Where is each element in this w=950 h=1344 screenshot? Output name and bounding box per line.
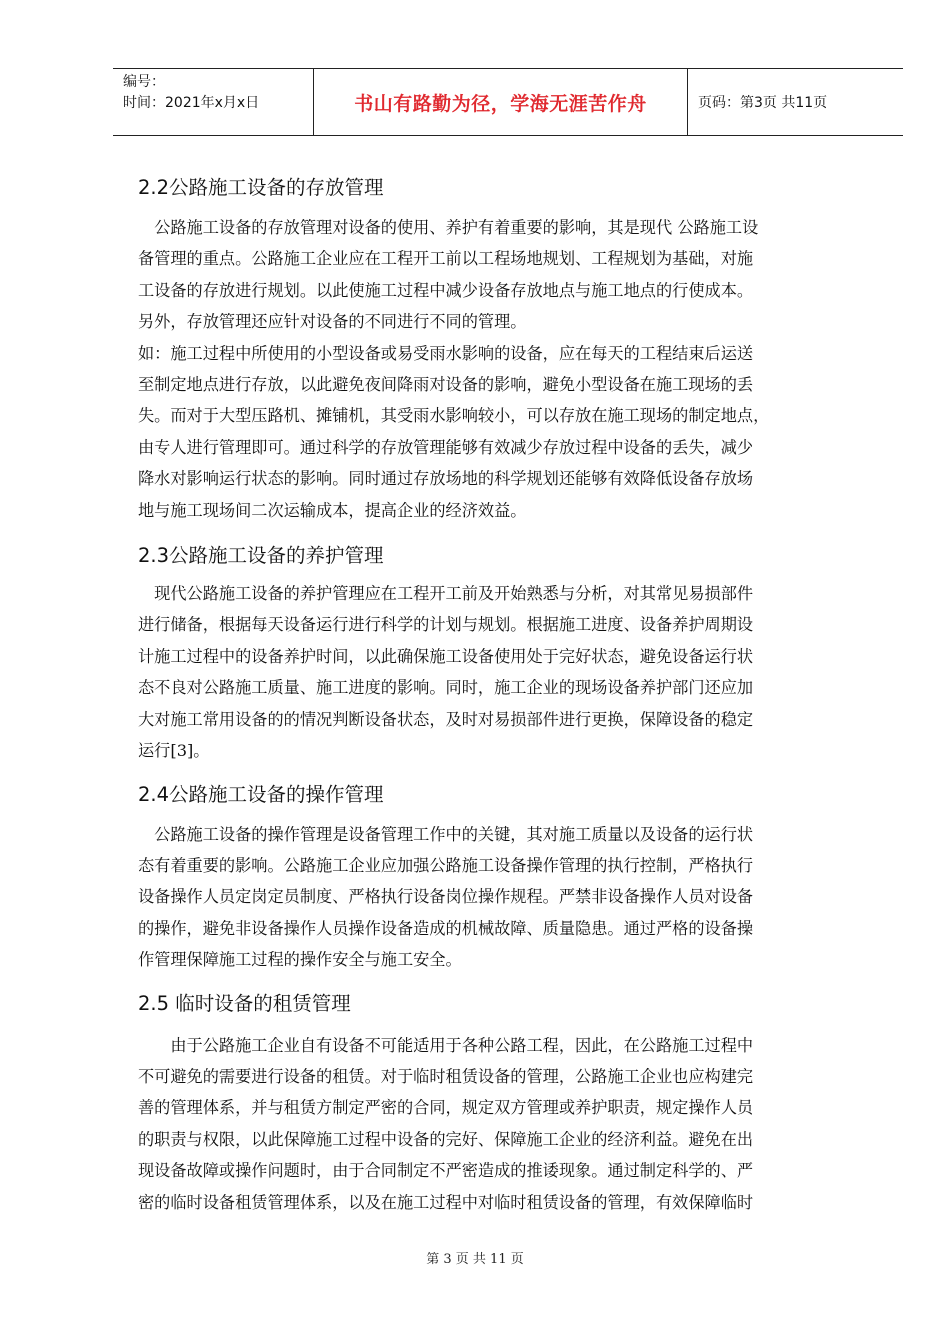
section-paragraph xyxy=(138,819,884,976)
header-code: 编号： xyxy=(123,74,165,90)
document-body xyxy=(138,168,884,1218)
text-line: 至制定地点进行存放，以此避免夜间降雨对设备的影响，避免小型设备在施工现场的丢 xyxy=(138,375,754,395)
text-line: 如：施工过程中所使用的小型设备或易受雨水影响的设备，应在每天的工程结束后运送 xyxy=(138,343,754,363)
header-motto: 书山有路勤为径，学海无涯苦作舟 xyxy=(314,69,688,135)
section-heading: 2.2公路施工设备的存放管理 xyxy=(138,176,384,199)
text-line: 公路施工设备的存放管理对设备的使用、养护有着重要的影响，其是现代 公路施工设 xyxy=(138,218,759,237)
header-meta xyxy=(113,69,314,135)
page-header xyxy=(113,68,903,136)
text-line: 态有着重要的影响。公路施工企业应加强公路施工设备操作管理的执行控制，严格执行 xyxy=(138,855,754,875)
page-footer: 第 3 页 共 11 页 xyxy=(426,1252,524,1267)
text-line: 地与施工现场间二次运输成本，提高企业的经济效益。 xyxy=(138,500,527,520)
text-line: 备管理的重点。公路施工企业应在工程开工前以工程场地规划、工程规划为基础，对施 xyxy=(138,249,754,269)
header-time: 时间：2021年x月x日 xyxy=(123,95,260,111)
text-line: 不可避免的需要进行设备的租赁。对于临时租赁设备的管理，公路施工企业也应构建完 xyxy=(138,1066,754,1086)
text-line: 另外，存放管理还应针对设备的不同进行不同的管理。 xyxy=(138,312,527,332)
text-line: 的职责与权限，以此保障施工过程中设备的完好、保障施工企业的经济利益。避免在出 xyxy=(138,1129,754,1149)
text-line: 密的临时设备租赁管理体系，以及在施工过程中对临时租赁设备的管理，有效保障临时 xyxy=(138,1192,754,1212)
section-heading: 2.3公路施工设备的养护管理 xyxy=(138,544,384,568)
text-line: 作管理保障施工过程的操作安全与施工安全。 xyxy=(138,950,462,970)
text-line: 进行储备，根据每天设备运行进行科学的计划与规划。根据施工进度、设备养护周期设 xyxy=(138,615,754,635)
section-heading: 2.5 临时设备的租赁管理 xyxy=(138,991,351,1015)
text-line: 运行[3]。 xyxy=(138,741,210,761)
text-line: 计施工过程中的设备养护时间，以此确保施工设备使用处于完好状态，避免设备运行状 xyxy=(138,646,754,666)
section-paragraph xyxy=(138,578,884,766)
text-line: 的操作，避免非设备操作人员操作设备造成的机械故障、质量隐患。通过严格的设备操 xyxy=(138,918,754,938)
text-line: 现代公路施工设备的养护管理应在工程开工前及开始熟悉与分析，对其常见易损部件 xyxy=(138,584,754,604)
text-line: 设备操作人员定岗定员制度、严格执行设备岗位操作规程。严禁非设备操作人员对设备 xyxy=(138,887,754,907)
text-line: 由专人进行管理即可。通过科学的存放管理能够有效减少存放过程中设备的丢失，减少 xyxy=(138,437,754,457)
text-line: 态不良对公路施工质量、施工进度的影响。同时，施工企业的现场设备养护部门还应加 xyxy=(138,678,754,698)
text-line: 失。而对于大型压路机、摊铺机，其受雨水影响较小，可以存放在施工现场的制定地点， xyxy=(138,406,770,426)
text-line: 善的管理体系，并与租赁方制定严密的合同，规定双方管理或养护职责，规定操作人员 xyxy=(138,1098,754,1118)
text-line: 大对施工常用设备的的情况判断设备状态，及时对易损部件进行更换，保障设备的稳定 xyxy=(138,709,754,729)
text-line: 现设备故障或操作问题时，由于合同制定不严密造成的推诿现象。通过制定科学的、严 xyxy=(138,1161,754,1181)
header-page-number: 页码：第3页 共11页 xyxy=(698,95,828,111)
text-line: 由于公路施工企业自有设备不可能适用于各种公路工程，因此，在公路施工过程中 xyxy=(138,1035,754,1055)
section-paragraph xyxy=(138,212,884,526)
section-heading: 2.4公路施工设备的操作管理 xyxy=(138,782,384,806)
text-line: 公路施工设备的操作管理是设备管理工作中的关键，其对施工质量以及设备的运行状 xyxy=(138,824,754,844)
text-line: 工设备的存放进行规划。以此使施工过程中减少设备存放地点与施工地点的行使成本。 xyxy=(138,280,754,300)
text-line: 降水对影响运行状态的影响。同时通过存放场地的科学规划还能够有效降低设备存放场 xyxy=(138,469,754,489)
section-paragraph xyxy=(138,1030,884,1218)
